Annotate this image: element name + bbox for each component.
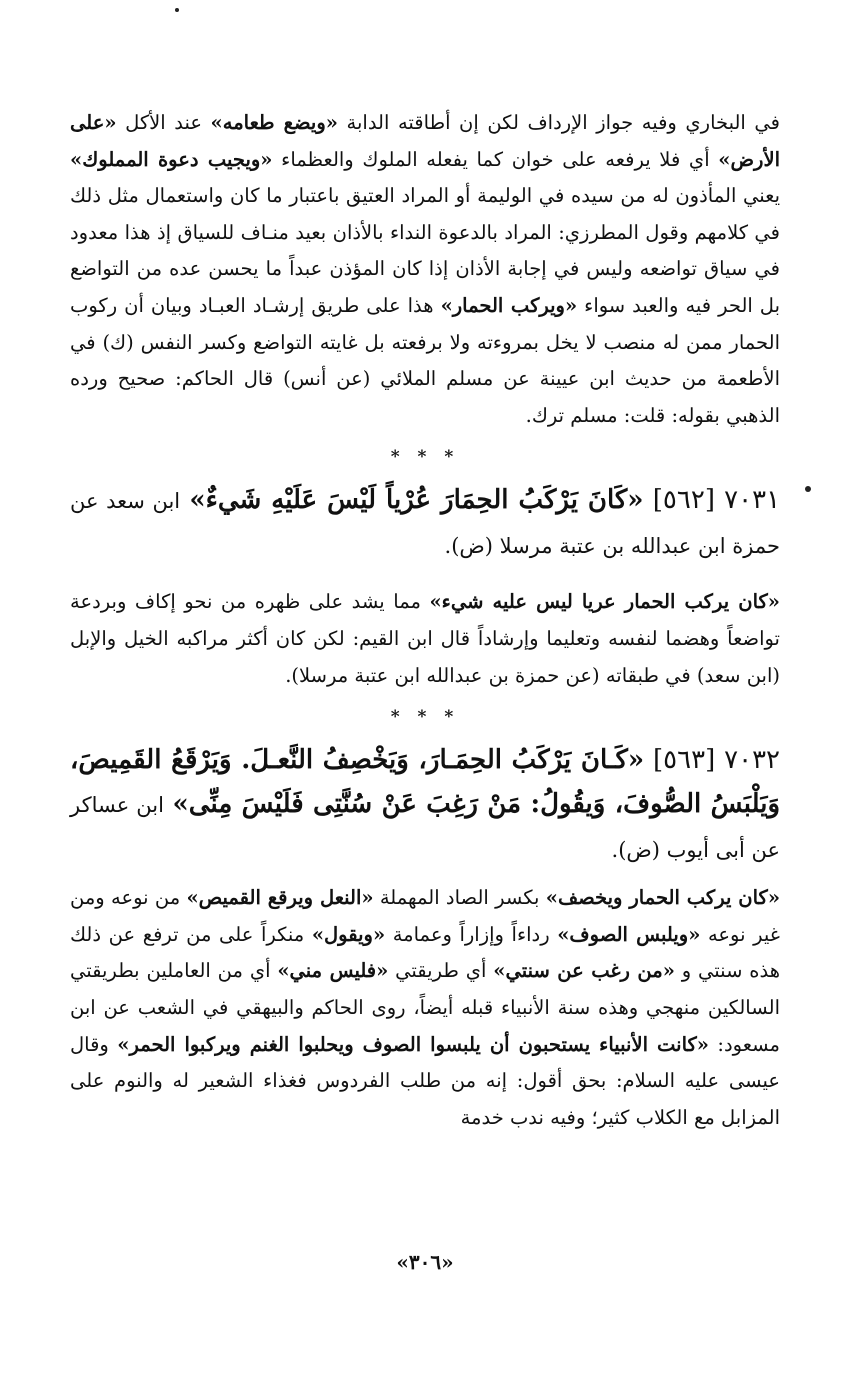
bold-quoted-phrase: «ويضع طعامه» (210, 111, 338, 134)
commentary-text: مما يشد على ظهره من نحو إكاف وبردعة تواضعاً وهضما لنفسه وتعليما وإرشاداً قال ابن القيم: لكن كان أكثر مراكبه الخيل والإبل (ابن سعد) في طبقاته (عن حمزة بن عبدالله ابن عتبة مرسلا). (70, 590, 780, 687)
section-separator-2: * * * (390, 707, 460, 728)
hadith-7032 (70, 738, 780, 872)
hadith-number: ٧٠٣٢ [٥٦٣] (653, 745, 780, 776)
commentary-paragraph-1 (70, 105, 780, 434)
bold-quoted-phrase: «فليس مني» (277, 959, 389, 983)
bold-quoted-phrase: «كان يركب الحمار ويخصف» (545, 886, 781, 910)
hadith-text: «كَانَ يَرْكَبُ الحِمَارَ عُرْياً لَيْسَ عَلَيْهِ شَيءٌ» (189, 485, 644, 516)
hadith-text: «كَـانَ يَرْكَبُ الحِمَـارَ، وَيَخْصِفُ النَّعـلَ. وَيَرْقَعُ القَمِيصَ، وَيَلْبَسُ الصُّوفَ، وَيقُولُ: مَنْ رَغِبَ عَنْ سُنَّتِى فَلَيْسَ مِنِّى» (70, 745, 781, 820)
hadith-source: ابن سعد عن حمزة ابن عبدالله بن عتبة مرسلا (ض). (70, 489, 780, 559)
top-mark-dot (175, 8, 179, 12)
commentary-paragraph-3 (70, 880, 780, 1136)
hadith-7031 (70, 478, 780, 568)
commentary-text: أي فلا يرفعه على خوان كما يفعله الملوك والعظماء (272, 147, 719, 171)
bold-quoted-phrase: «كان يركب الحمار عريا ليس عليه شيء» (429, 590, 780, 614)
commentary-text: رداءاً وإزاراً وعمامة (385, 922, 558, 946)
bold-quoted-phrase: «على الأرض» (70, 111, 780, 171)
hadith-source: ابن عساكر عن أبى أيوب (ض). (70, 793, 780, 863)
section-separator-1: * * * (390, 447, 460, 468)
bold-quoted-phrase: «النعل ويرقع القميص» (186, 886, 374, 910)
commentary-text: أي طريقتي (388, 959, 494, 983)
page-number: «٣٠٦» (396, 1250, 454, 1274)
hadith-number: ٧٠٣١ [٥٦٢] (652, 485, 781, 516)
commentary-text: منكراً على من ترفع عن ذلك هذه سنتي و (70, 922, 780, 983)
page-body (70, 105, 780, 1136)
margin-dot (805, 486, 811, 492)
commentary-text: من نوعه ومن غير نوعه (70, 886, 780, 946)
bold-quoted-phrase: «ويركب الحمار» (440, 293, 578, 317)
commentary-text: وقال عيسى عليه السلام: بحق أقول: إنه من طلب الفردوس فغذاء الشعير له والنوم على المزابل مع الكلاب كثير؛ وفيه ندب خدمة (70, 1032, 780, 1129)
commentary-text: أي من العاملين بطريقتي السالكين منهجي وهذه سنة الأنبياء قبله أيضاً، روى الحاكم والبيهقي في الشعب عن ابن مسعود: (70, 959, 780, 1056)
bold-quoted-phrase: «كانت الأنبياء يستحبون أن يلبسوا الصوف ويحلبوا الغنم ويركبوا الحمر» (117, 1032, 709, 1056)
commentary-text: في البخاري وفيه جواز الإرداف لكن إن أطاقته الدابة (337, 111, 780, 134)
commentary-paragraph-2 (70, 584, 780, 694)
bold-quoted-phrase: «من رغب عن سنتي» (493, 959, 675, 983)
commentary-text: عند الأكل (116, 111, 211, 134)
bold-quoted-phrase: «ويقول» (311, 922, 386, 946)
commentary-text: بكسر الصاد المهملة (373, 886, 546, 910)
commentary-text: هذا على طريق إرشـاد العبـاد وبيان أن ركوب الحمار ممن له منصب لا يخل بمروءته ولا برفعته بل غايته التواضع وكسر النفس (ك) في الأطعمة من حديث ابن عيينة عن مسلم الملائي (عن أنس) قال الحاكم: صحيح ورده الذهبي بقوله: قلت: مسلم ترك. (70, 293, 780, 427)
bold-quoted-phrase: «ويلبس الصوف» (557, 922, 701, 946)
commentary-text: يعني المأذون له من سيده في الوليمة أو المراد العتيق باعتبار ما كان واستعمال مثل ذلك في كلامهم وقول المطرزي: المراد بالدعوة النداء بالأذان بعيد منـاف للسياق إذ هذا معدود في سياق تواضعه وليس في إجابة الأذان إذا كان المؤذن عبداً ما يحسن عده من التواضع بل الحر فيه والعبد سواء (70, 184, 780, 317)
bold-quoted-phrase: «ويجيب دعوة المملوك» (70, 147, 273, 171)
